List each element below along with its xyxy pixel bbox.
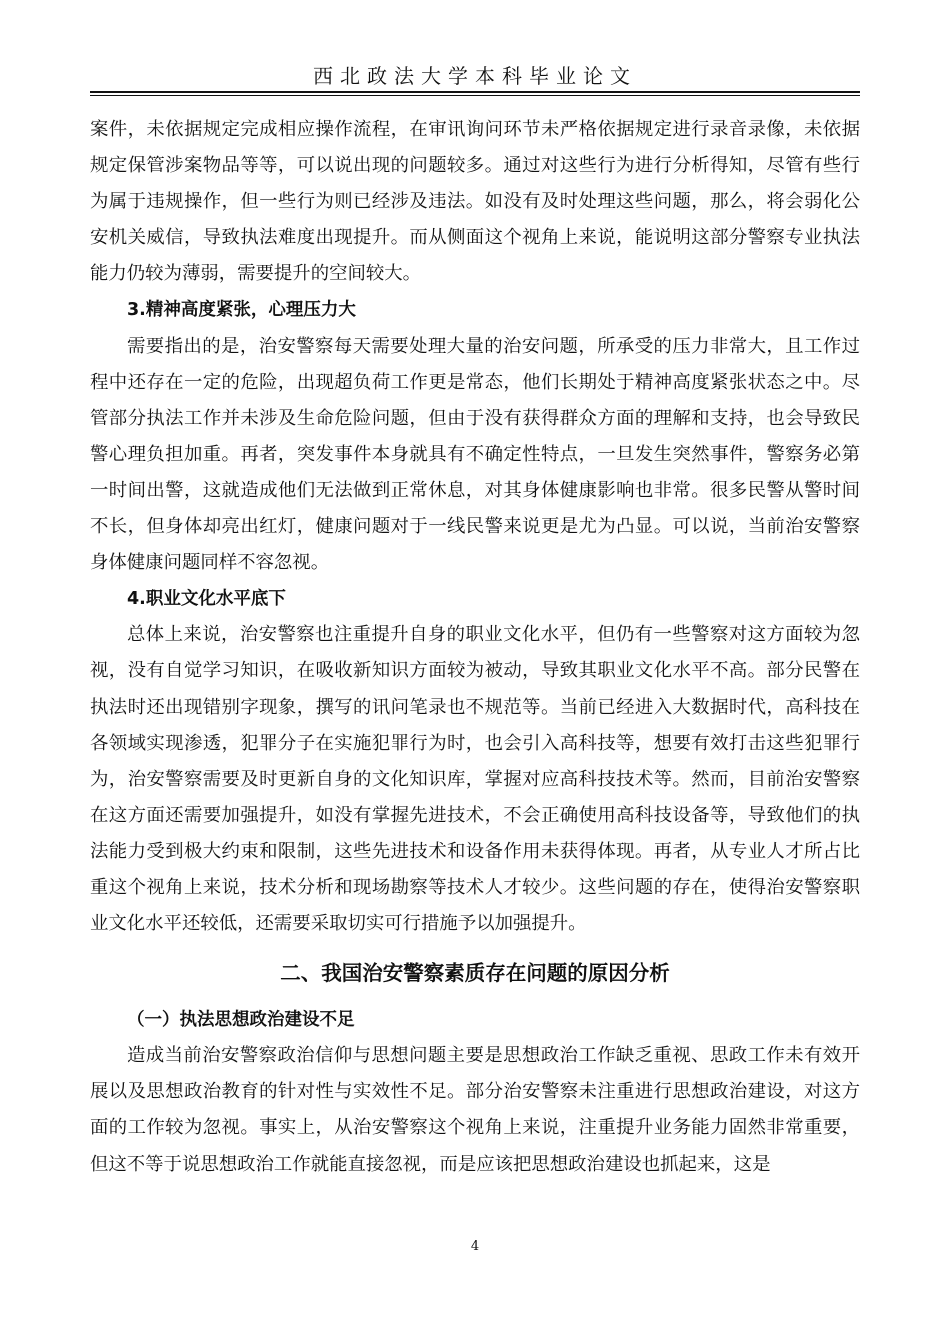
paragraph-continued: 案件，未依据规定完成相应操作流程，在审讯询问环节未严格依据规定进行录音录像，未依据规定保管涉案物品等等，可以说出现的问题较多。通过对这些行为进行分析得知，尽管有些行为属于违规操作，但一些行为则已经涉及违法。如没有及时处理这些问题，那么，将会弱化公安机关威信，导致执法难度出现提升。而从侧面这个视角上来说，能说明这部分警察专业执法能力仍较为薄弱，需要提升的空间较大。	[90, 119, 860, 285]
body-content	[90, 112, 860, 1183]
page-number: 4	[470, 1239, 480, 1254]
section-title: 二、我国治安警察素质存在问题的原因分析	[280, 961, 670, 986]
header-rule-thin	[90, 95, 860, 96]
running-header: 西北政法大学本科毕业论文	[313, 64, 637, 88]
subsection-heading-1: （一）执法思想政治建设不足	[127, 1010, 355, 1031]
subheading-3: 3.精神高度紧张，心理压力大	[127, 300, 356, 321]
paragraph-mental-pressure: 需要指出的是，治安警察每天需要处理大量的治安问题，所承受的压力非常大，且工作过程中还存在一定的危险，出现超负荷工作更是常态，他们长期处于精神高度紧张状态之中。尽管部分执法工作并未涉及生命危险问题，但由于没有获得群众方面的理解和支持，也会导致民警心理负担加重。再者，突发事件本身就具有不确定性特点，一旦发生突然事件，警察务必第一时间出警，这就造成他们无法做到正常休息，对其身体健康影响也非常。很多民警从警时间不长，但身体却亮出红灯，健康问题对于一线民警来说更是尤为凸显。可以说，当前治安警察身体健康问题同样不容忽视。	[90, 335, 860, 574]
header-rule-thick	[90, 91, 860, 93]
paragraph-cultural-level: 总体上来说，治安警察也注重提升自身的职业文化水平，但仍有一些警察对这方面较为忽视，没有自觉学习知识，在吸收新知识方面较为被动，导致其职业文化水平不高。部分民警在执法时还出现错别字现象，撰写的讯问笔录也不规范等。当前已经进入大数据时代，高科技在各领域实现渗透，犯罪分子在实施犯罪行为时，也会引入高科技等，想要有效打击这些犯罪行为，治安警察需要及时更新自身的文化知识库，掌握对应高科技技术等。然而，目前治安警察在这方面还需要加强提升，如没有掌握先进技术，不会正确使用高科技设备等，导致他们的执法能力受到极大约束和限制，这些先进技术和设备作用未获得体现。再者，从专业人才所占比重这个视角上来说，技术分析和现场勘察等技术人才较少。这些问题的存在，使得治安警察职业文化水平还较低，还需要采取切实可行措施予以加强提升。	[90, 624, 860, 935]
paragraph-political-building: 造成当前治安警察政治信仰与思想问题主要是思想政治工作缺乏重视、思政工作未有效开展以及思想政治教育的针对性与实效性不足。部分治安警察未注重进行思想政治建设，对这方面的工作较为忽视。事实上，从治安警察这个视角上来说，注重提升业务能力固然非常重要，但这不等于说思想政治工作就能直接忽视，而是应该把思想政治建设也抓起来，这是	[90, 1045, 860, 1175]
subheading-4: 4.职业文化水平底下	[127, 589, 286, 610]
